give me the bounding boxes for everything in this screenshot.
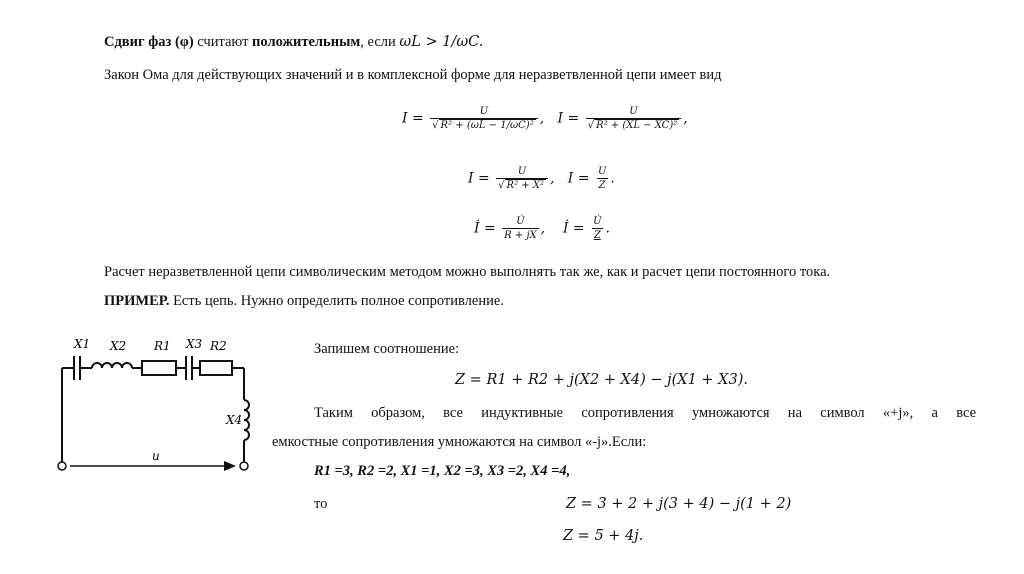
label-x4: X4 bbox=[226, 413, 243, 427]
left-terminal-icon bbox=[58, 462, 66, 470]
z-result: Z = 5 + 4j. bbox=[563, 528, 644, 544]
eq4-fraction bbox=[596, 166, 608, 191]
eq2-fraction: $\frac{U}{\text{√ R² + (XL − XC)²}}$ bbox=[586, 106, 682, 131]
eq2-lhs: I = bbox=[557, 110, 580, 127]
z-numeric: Z = 3 + 2 + j(3 + 4) − j(1 + 2) bbox=[566, 496, 792, 512]
eq1-denominator: R² + (ωL − 1/ωC)² bbox=[440, 120, 534, 131]
ohm-law-text: Закон Ома для действующих значений и в комплексной форме для неразветвленной цепи имеет вид bbox=[104, 67, 722, 83]
phase-shift-line bbox=[104, 34, 483, 51]
eq2-numerator: U bbox=[629, 106, 638, 117]
then-word: то bbox=[314, 496, 328, 512]
label-u: u bbox=[152, 449, 160, 463]
inductive-text: Таким образом, все индуктивные сопротивления умножаются на символ «+j», а все bbox=[314, 405, 976, 421]
phase-if-text: , если bbox=[360, 34, 400, 50]
formula-row-1: I = $\frac{U}{\text{√ R² + (ωL − 1/ωC)²}}$ , I = $\frac{U}{\text{√ R² + (XL − XC)²}}$ , bbox=[402, 106, 688, 131]
label-x1: X1 bbox=[74, 337, 91, 351]
eq5-lhs: İ = bbox=[474, 220, 496, 237]
eq4-lhs: I = bbox=[567, 170, 590, 187]
eq4-numerator: U bbox=[597, 166, 607, 177]
eq6-denominator: Z bbox=[593, 230, 601, 241]
example-label: ПРИМЕР. bbox=[104, 293, 170, 309]
label-r2: R2 bbox=[210, 339, 227, 353]
symbolic-method-text: Расчет неразветвленной цепи символическим методом можно выполнять так же, как и расчет цепи постоянного тока. bbox=[104, 264, 831, 280]
eq4-denominator: Z bbox=[598, 180, 606, 191]
positive-term: положительным bbox=[252, 34, 361, 50]
capacitive-text: емкостные сопротивления умножаются на символ «-j».Если: bbox=[272, 434, 647, 450]
eq1-lhs: I = bbox=[402, 110, 424, 127]
eq3-fraction: $\frac{U}{\text{√ R² + X²}}$ bbox=[496, 166, 548, 191]
label-x2: X2 bbox=[110, 339, 127, 353]
eq3-numerator: U bbox=[517, 166, 527, 177]
label-x3: X3 bbox=[186, 337, 203, 351]
phase-condition: ωL > 1/ωC. bbox=[399, 34, 484, 50]
eq3-lhs: I = bbox=[468, 170, 490, 187]
eq6-lhs: İ = bbox=[562, 220, 585, 237]
eq1-numerator: U bbox=[479, 106, 489, 117]
formula-row-2: I = $\frac{U}{\text{√ R² + X²}}$ , I = $\frac{U}{Z}$ . bbox=[468, 166, 615, 191]
eq5-denominator: R + jX bbox=[504, 230, 537, 241]
values-line: R1 =3, R2 =2, X1 =1, X2 =3, X3 =2, X4 =4, bbox=[314, 463, 571, 479]
phi-symbol: (φ) bbox=[174, 34, 194, 50]
phase-shift-term: Сдвиг фаз bbox=[104, 34, 172, 50]
eq1-fraction: $\frac{U}{\text{√ R² + (ωL − 1/ωC)²}}$ bbox=[430, 106, 538, 131]
z-formula: Z = R1 + R2 + j(X2 + X4) − j(X1 + X3). bbox=[455, 372, 748, 388]
write-ratio-text: Запишем соотношение: bbox=[314, 341, 460, 357]
eq5-fraction bbox=[502, 216, 539, 241]
eq5-numerator: U̇ bbox=[516, 216, 525, 227]
right-terminal-icon bbox=[240, 462, 248, 470]
example-text: Есть цепь. Нужно определить полное сопротивление. bbox=[169, 293, 504, 309]
label-r1: R1 bbox=[154, 339, 171, 353]
formula-row-3: İ = $\frac{U̇}{R + jX}$ , İ = $\frac{U̇}{Z}$ . bbox=[474, 216, 610, 241]
eq2-denominator: R² + (XL − XC)² bbox=[596, 120, 678, 131]
voltage-arrow-icon bbox=[224, 461, 236, 471]
eq6-numerator: U̇ bbox=[593, 216, 602, 227]
eq6-fraction bbox=[591, 216, 603, 241]
eq3-denominator: R² + X² bbox=[506, 180, 544, 191]
example-line bbox=[104, 293, 504, 310]
phase-mid-text: считают bbox=[193, 34, 253, 50]
circuit-diagram bbox=[40, 328, 270, 486]
